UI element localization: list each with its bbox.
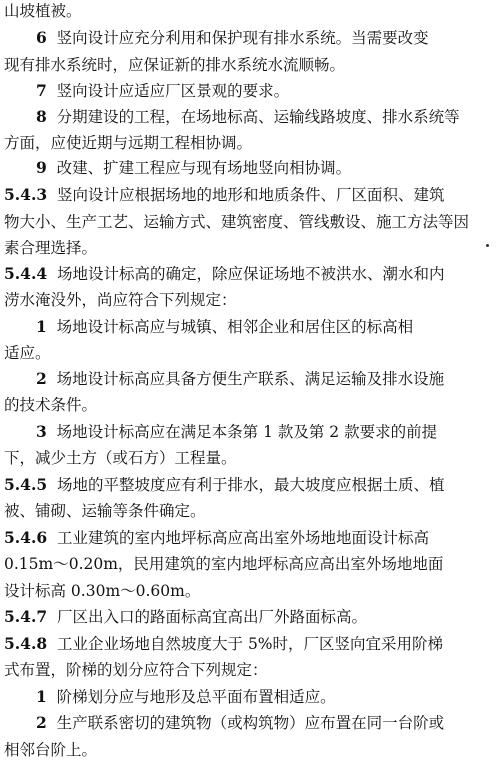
item-text: 竖向设计应充分利用和保护现有排水系统。当需要改变 xyxy=(56,29,429,47)
item-number: 1 xyxy=(36,687,47,706)
item-number: 8 xyxy=(36,107,47,126)
clause-text: 工业建筑的室内地坪标高应高出室外场地地面设计标高 xyxy=(57,529,430,547)
item-number: 2 xyxy=(36,713,47,732)
list-item-8 xyxy=(36,106,504,128)
list-item-1 xyxy=(36,686,504,708)
clause-text: 场地设计标高的确定，除应保证场地不被洪水、潮水和内 xyxy=(57,265,445,283)
item-text: 场地设计标高应在满足本条第 1 款及第 2 款要求的前提 xyxy=(56,423,438,441)
item-number: 2 xyxy=(36,369,47,388)
item-text: 场地设计标高应与城镇、相邻企业和居住区的标高相 xyxy=(56,318,414,336)
clause-5-4-7 xyxy=(4,606,504,628)
clause-number: 5.4.8 xyxy=(4,634,48,653)
item-text: 阶梯划分应与地形及总平面布置相适应。 xyxy=(56,688,336,706)
clause-5-4-4 xyxy=(4,263,504,285)
text-line: 的技术条件。 xyxy=(4,396,98,414)
text-line: 涝水淹没外，尚应符合下列规定： xyxy=(4,291,237,309)
item-text: 场地设计标高应具备方便生产联系、满足运输及排水设施 xyxy=(56,370,445,388)
item-text: 竖向设计应适应厂区景观的要求。 xyxy=(56,82,290,100)
item-text: 生产联系密切的建筑物（或构筑物）应布置在同一台阶或 xyxy=(56,714,445,732)
clause-5-4-5 xyxy=(4,474,504,496)
item-number: 9 xyxy=(36,158,47,177)
clause-text: 工业企业场地自然坡度大于 5%时，厂区竖向宜采用阶梯 xyxy=(57,635,444,653)
list-item-1 xyxy=(36,316,504,338)
text-line: 设计标高 0.30m～0.60m。 xyxy=(4,582,201,600)
clause-number: 5.4.5 xyxy=(4,475,48,494)
text-line: 被、铺砌、运输等条件确定。 xyxy=(4,502,206,520)
clause-number: 5.4.4 xyxy=(4,264,48,283)
list-item-2 xyxy=(36,712,504,734)
text-line: 式布置，阶梯的划分应符合下列规定： xyxy=(4,661,268,679)
text-line: 素合理选择。 xyxy=(4,239,98,257)
clause-text: 场地的平整坡度应有利于排水，最大坡度应根据土质、植 xyxy=(57,476,445,494)
clause-5-4-3 xyxy=(4,184,504,206)
text-line: 物大小、生产工艺、运输方式、建筑密度、管线敷设、施工方法等因 xyxy=(4,213,470,231)
text-line: 相邻台阶上。 xyxy=(4,741,98,759)
item-text: 改建、扩建工程应与现有场地竖向相协调。 xyxy=(56,159,352,177)
item-text: 分期建设的工程，在场地标高、运输线路坡度、排水系统等 xyxy=(56,108,460,126)
clause-5-4-8 xyxy=(4,633,504,655)
stray-dot xyxy=(486,244,489,247)
clause-5-4-6 xyxy=(4,527,504,549)
clause-text: 厂区出入口的路面标高宜高出厂外路面标高。 xyxy=(57,608,368,626)
item-number: 3 xyxy=(36,422,47,441)
text-line: 0.15m～0.20m，民用建筑的室内地坪标高应高出室外场地地面 xyxy=(4,555,444,573)
list-item-7 xyxy=(36,80,504,102)
text-line: 山坡植被。 xyxy=(4,2,82,20)
clause-number: 5.4.6 xyxy=(4,528,48,547)
list-item-3 xyxy=(36,421,504,443)
text-line: 下，减少土方（或石方）工程量。 xyxy=(4,449,237,467)
text-line: 方面，应使近期与远期工程相协调。 xyxy=(4,134,253,152)
item-number: 7 xyxy=(36,81,47,100)
clause-number: 5.4.3 xyxy=(4,185,48,204)
text-line: 适应。 xyxy=(4,344,51,362)
text-line: 现有排水系统时，应保证新的排水系统水流顺畅。 xyxy=(4,56,346,74)
item-number: 6 xyxy=(36,28,47,47)
list-item-6 xyxy=(36,27,504,49)
list-item-9 xyxy=(36,157,504,179)
list-item-2 xyxy=(36,368,504,390)
clause-text: 竖向设计应根据场地的地形和地质条件、厂区面积、建筑 xyxy=(57,186,445,204)
item-number: 1 xyxy=(36,317,47,336)
clause-number: 5.4.7 xyxy=(4,607,48,626)
